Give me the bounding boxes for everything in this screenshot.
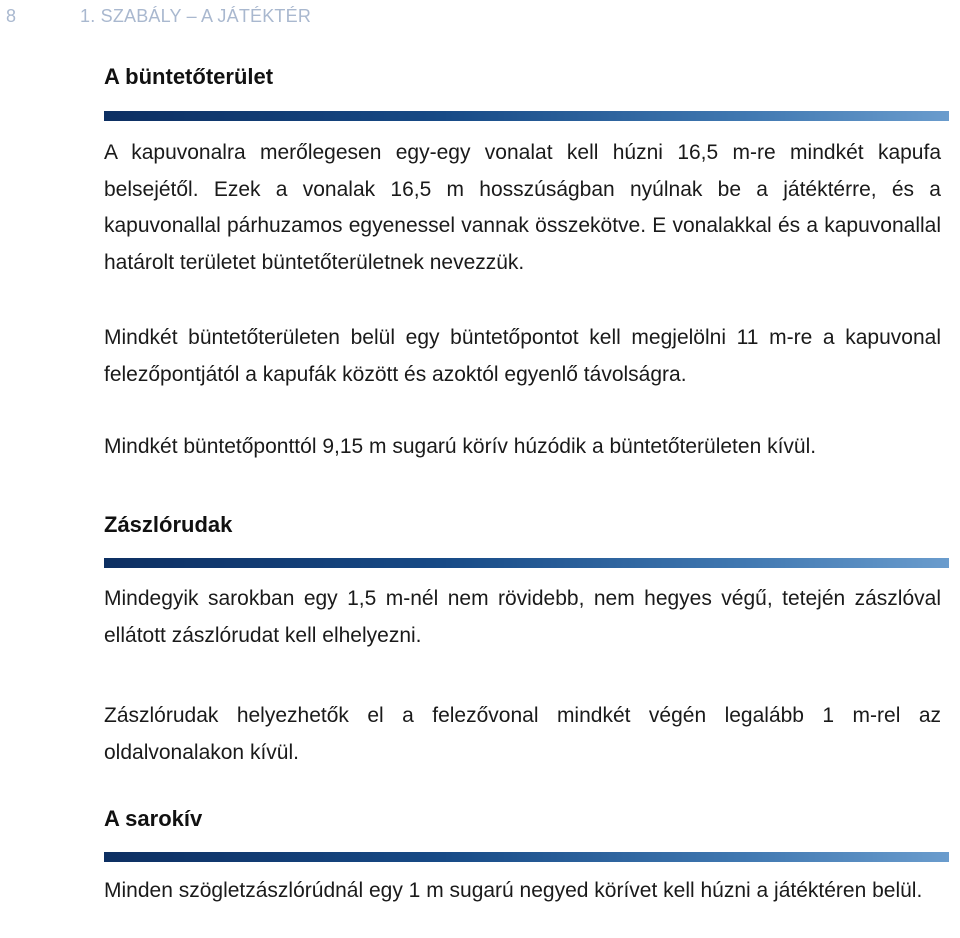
paragraph: Mindkét büntetőterületen belül egy büntetőpontot kell megjelölni 11 m-re a kapuvonal felezőpontjától a kapufák között és azoktól egyenlő távolságra. [104,326,941,386]
section-title-flagposts: Zászlórudak [104,512,233,537]
page-number: 8 [6,6,17,26]
section-title-penalty-area: A büntetőterület [104,64,274,89]
section-title-corner-arc: A sarokív [104,806,203,831]
paragraph: Zászlórudak helyezhetők el a felezővonal mindkét végén legalább 1 m-rel az oldalvonalakon kívül. [104,704,941,764]
chapter-title: 1. SZABÁLY – A JÁTÉKTÉR [80,6,312,26]
section-divider [104,558,949,568]
paragraph: Mindkét büntetőponttól 9,15 m sugarú körív húzódik a büntetőterületen kívül. [104,435,817,458]
section-divider [104,111,949,121]
paragraph: Mindegyik sarokban egy 1,5 m-nél nem rövidebb, nem hegyes végű, tetején zászlóval ellátott zászlórudat kell elhelyezni. [104,587,941,647]
section-divider [104,852,949,862]
paragraph: A kapuvonalra merőlegesen egy-egy vonalat kell húzni 16,5 m-re mindkét kapufa belsejétől. Ezek a vonalak 16,5 m hosszúságban nyúlnak be a játéktérre, és a kapuvonallal párhuzamos egyenessel vannak összekötve. E vonalakkal és a kapuvonallal határolt területet büntetőterületnek nevezzük. [104,141,941,274]
paragraph: Minden szögletzászlórúdnál egy 1 m sugarú negyed körívet kell húzni a játéktéren belül. [104,879,923,902]
page-header [6,6,311,27]
